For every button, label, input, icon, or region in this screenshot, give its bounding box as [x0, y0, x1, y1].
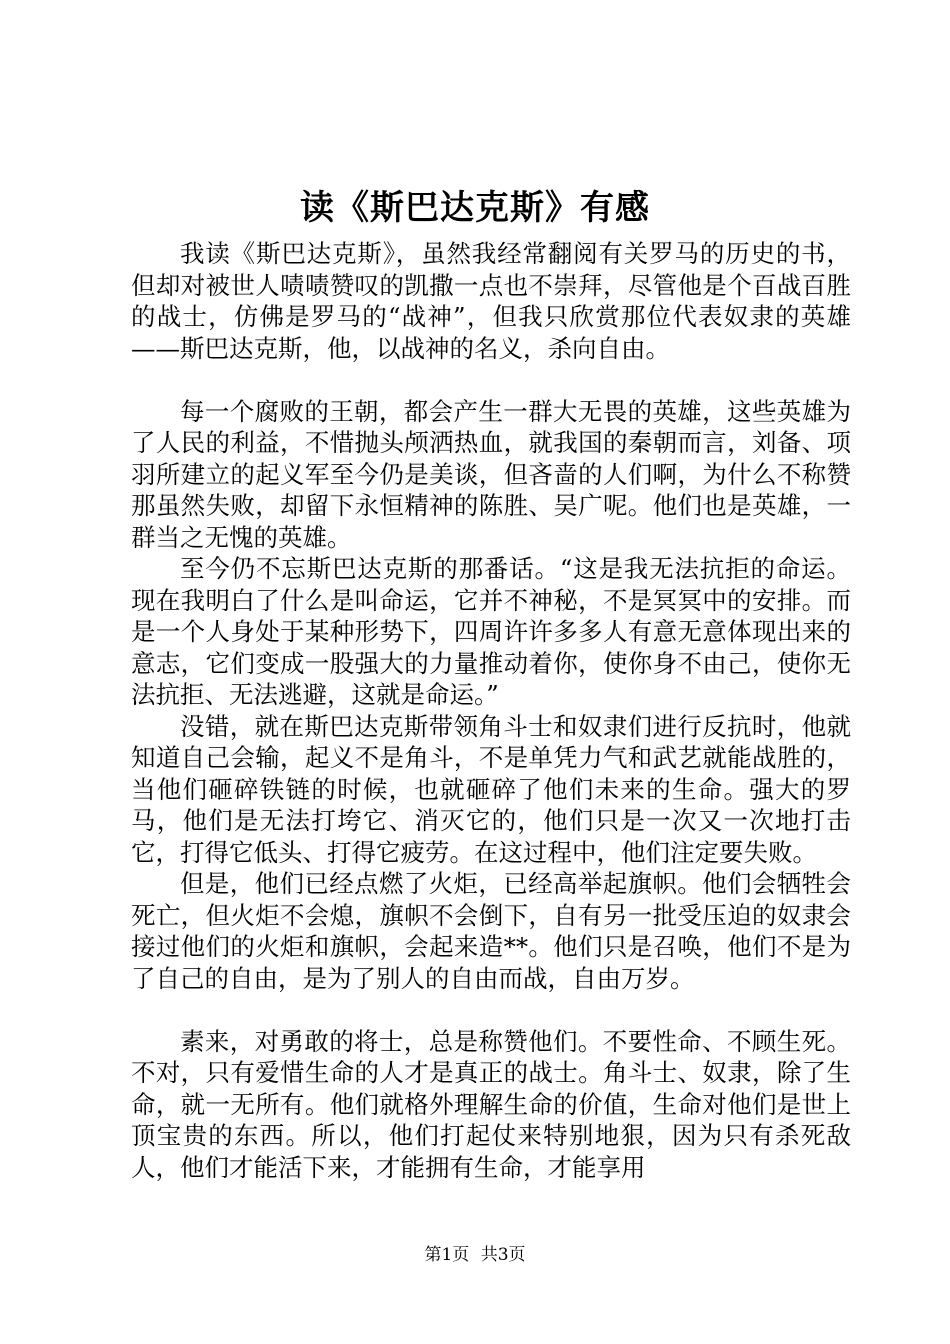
- paragraph-5: 但是，他们已经点燃了火炬，已经高举起旗帜。他们会牺牲会死亡，但火炬不会熄，旗帜不会倒下，自有另一批受压迫的奴隶会接过他们的火炬和旗帜，会起来造**。他们只是召唤，他们不是为了自己的自由，是为了别人的自由而战，自由万岁。: [131, 869, 851, 993]
- page-number: 第1页: [424, 1245, 470, 1265]
- document-body: [131, 238, 851, 1183]
- paragraph-2: 每一个腐败的王朝，都会产生一群大无畏的英雄，这些英雄为了人民的利益，不惜抛头颅洒热血，就我国的秦朝而言，刘备、项羽所建立的起义军至今仍是美谈，但吝啬的人们啊，为什么不称赞那虽然失败，却留下永恒精神的陈胜、吴广呢。他们也是英雄，一群当之无愧的英雄。: [131, 396, 851, 552]
- paragraph-6: 素来，对勇敢的将士，总是称赞他们。不要性命、不顾生死。不对，只有爱惜生命的人才是真正的战士。角斗士、奴隶，除了生命，就一无所有。他们就格外理解生命的价值，生命对他们是世上顶宝贵的东西。所以，他们打起仗来特别地狠，因为只有杀死敌人，他们才能活下来，才能拥有生命，才能享用: [131, 1026, 851, 1182]
- paragraph-3: 至今仍不忘斯巴达克斯的那番话。“这是我无法抗拒的命运。现在我明白了什么是叫命运，它并不神秘，不是冥冥中的安排。而是一个人身处于某种形势下，四周许许多多人有意无意体现出来的意志，它们变成一股强大的力量推动着你，使你身不由己，使你无法抗拒、无法逃避，这就是命运。”: [131, 554, 851, 709]
- paragraph-1: 我读《斯巴达克斯》，虽然我经常翻阅有关罗马的历史的书，但却对被世人啧啧赞叹的凯撒一点也不崇拜，尽管他是个百战百胜的战士，仿佛是罗马的“战神”，但我只欣赏那位代表奴隶的英雄——斯巴达克斯，他，以战神的名义，杀向自由。: [131, 239, 851, 363]
- paragraph-4: 没错，就在斯巴达克斯带领角斗士和奴隶们进行反抗时，他就知道自己会输，起义不是角斗，不是单凭力气和武艺就能战胜的，当他们砸碎铁链的时候，也就砸碎了他们未来的生命。强大的罗马，他们是无法打垮它、消灭它的，他们只是一次又一次地打击它，打得它低头、打得它疲劳。在这过程中，他们注定要失败。: [131, 711, 851, 867]
- page-total: 共3页: [480, 1245, 526, 1265]
- document-title: 读《斯巴达克斯》有感: [300, 188, 650, 228]
- page-footer: [0, 1244, 950, 1266]
